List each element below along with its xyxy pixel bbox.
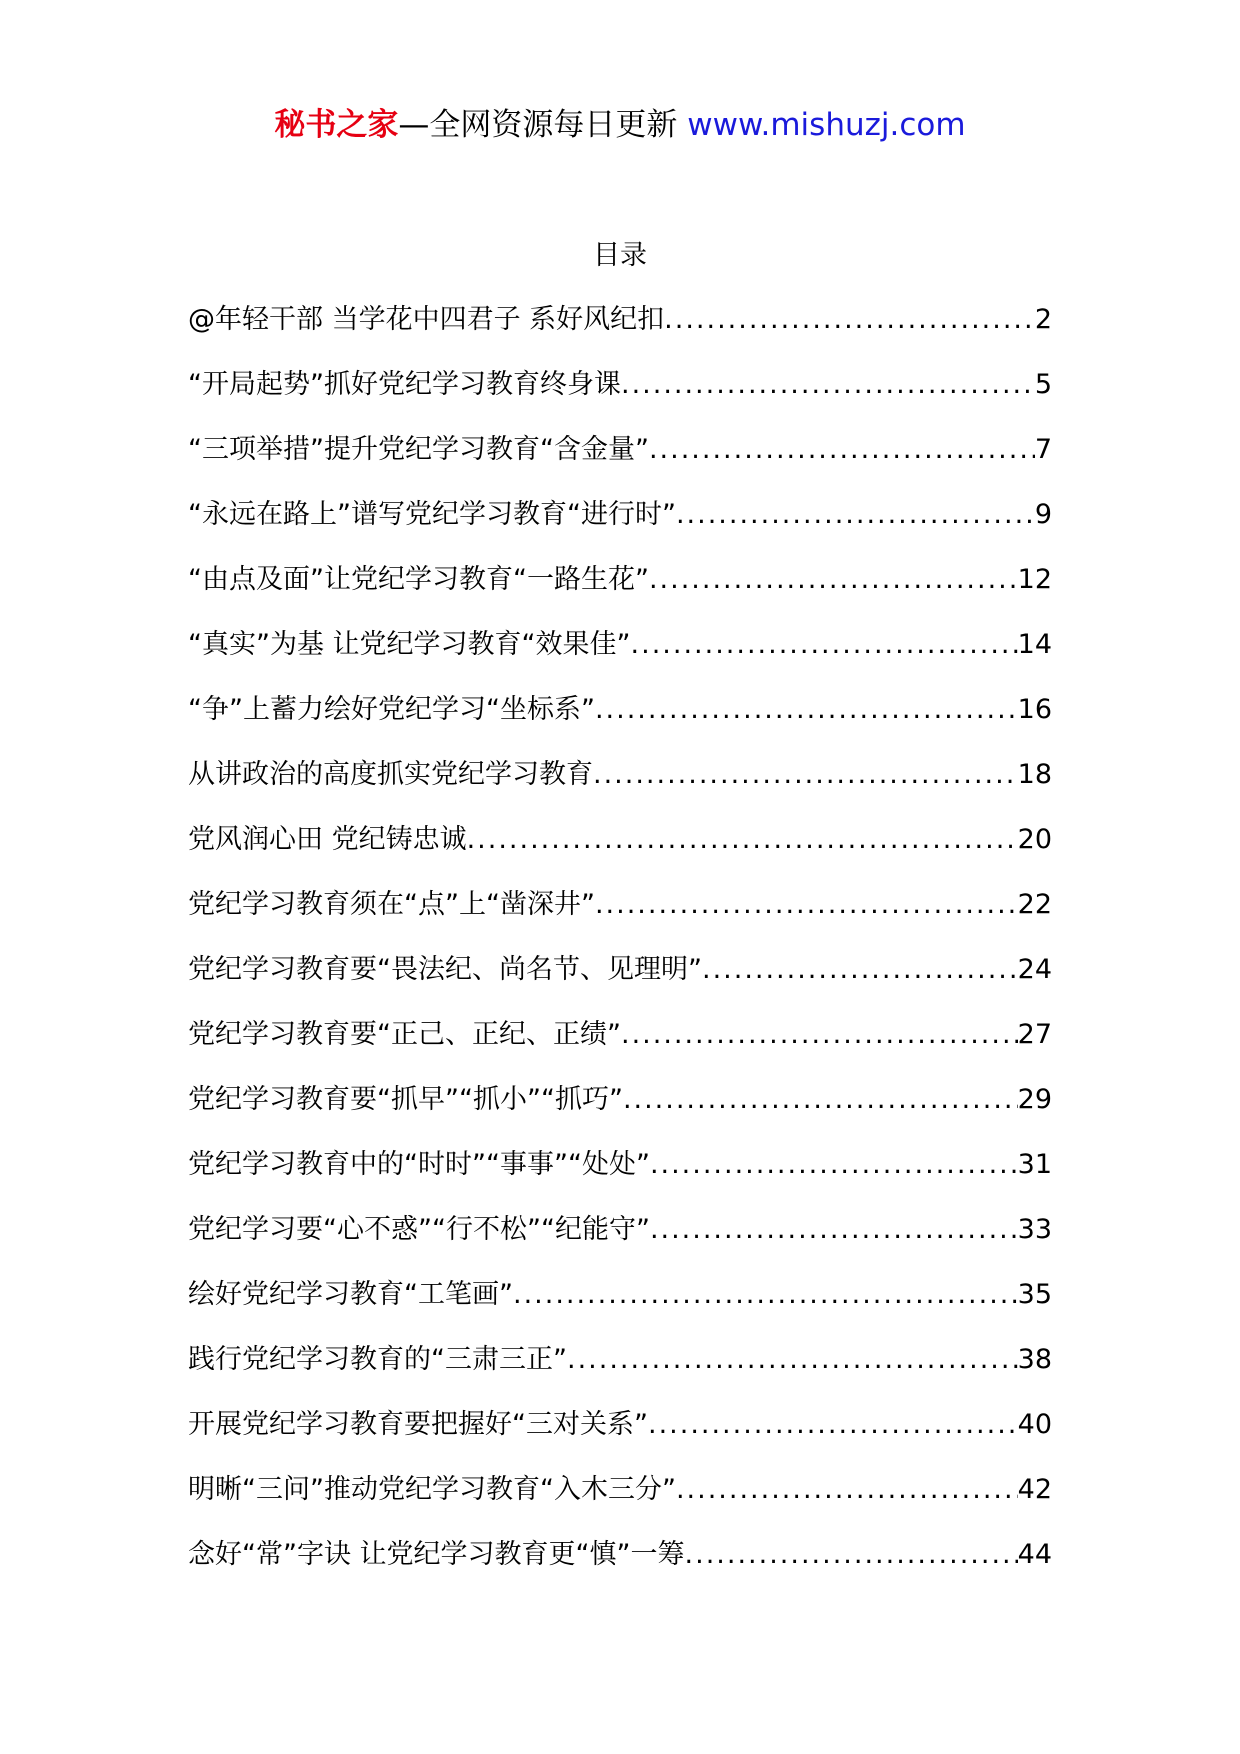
- toc-entry[interactable]: [188, 296, 1052, 361]
- toc-entry-title: 开展党纪学习教育要把握好“三对关系”: [188, 1409, 648, 1440]
- toc-entry-title: 绘好党纪学习教育“工笔画”: [188, 1279, 513, 1310]
- toc-entry-title: 党纪学习教育须在“点”上“凿深井”: [188, 889, 595, 920]
- toc-entry-title: “开局起势”抓好党纪学习教育终身课: [188, 369, 621, 400]
- toc-entry[interactable]: [188, 426, 1052, 491]
- toc-dot-leader: [648, 1401, 1018, 1449]
- toc-dot-leader: [702, 946, 1018, 994]
- toc-entry[interactable]: [188, 946, 1052, 1011]
- table-of-contents: [188, 296, 1052, 1596]
- toc-entry[interactable]: [188, 1076, 1052, 1141]
- toc-dot-leader: [676, 1466, 1018, 1514]
- toc-page-number: 33: [1017, 1214, 1052, 1245]
- toc-page-number: 35: [1017, 1279, 1052, 1310]
- toc-page-number: 31: [1017, 1149, 1052, 1180]
- toc-dot-leader: [595, 881, 1018, 929]
- toc-page-number: 16: [1017, 694, 1052, 725]
- toc-page-number: 27: [1017, 1019, 1052, 1050]
- toc-dot-leader: [649, 426, 1035, 474]
- site-tagline: —全网资源每日更新: [398, 107, 678, 143]
- toc-page-number: 12: [1017, 564, 1052, 595]
- toc-page-number: 7: [1034, 434, 1052, 465]
- toc-entry[interactable]: [188, 1401, 1052, 1466]
- toc-page-number: 22: [1017, 889, 1052, 920]
- toc-entry[interactable]: [188, 1271, 1052, 1336]
- toc-page-number: 18: [1017, 759, 1052, 790]
- site-url-link[interactable]: www.mishuzj.com: [687, 107, 966, 143]
- toc-entry[interactable]: [188, 1466, 1052, 1531]
- toc-entry-title: “永远在路上”谱写党纪学习教育“进行时”: [188, 499, 676, 530]
- toc-entry[interactable]: [188, 881, 1052, 946]
- toc-dot-leader: [621, 361, 1035, 409]
- toc-entry-title: @年轻干部 当学花中四君子 系好风纪扣: [188, 304, 665, 335]
- toc-entry-title: 践行党纪学习教育的“三肃三正”: [188, 1344, 567, 1375]
- toc-entry[interactable]: [188, 491, 1052, 556]
- toc-page-number: 24: [1017, 954, 1052, 985]
- toc-page-number: 40: [1017, 1409, 1052, 1440]
- toc-entry[interactable]: [188, 556, 1052, 621]
- toc-dot-leader: [621, 1011, 1018, 1059]
- toc-entry[interactable]: [188, 751, 1052, 816]
- toc-entry-title: 念好“常”字诀 让党纪学习教育更“慎”一筹: [188, 1539, 685, 1570]
- toc-page-number: 2: [1034, 304, 1052, 335]
- toc-entry-title: “真实”为基 让党纪学习教育“效果佳”: [188, 629, 631, 660]
- toc-entry[interactable]: [188, 621, 1052, 686]
- toc-entry[interactable]: [188, 361, 1052, 426]
- toc-dot-leader: [649, 556, 1018, 604]
- toc-entry-title: 从讲政治的高度抓实党纪学习教育: [188, 759, 593, 790]
- toc-entry-title: “由点及面”让党纪学习教育“一路生花”: [188, 564, 649, 595]
- toc-entry-title: 党纪学习教育要“正己、正纪、正绩”: [188, 1019, 621, 1050]
- toc-dot-leader: [513, 1271, 1018, 1319]
- site-brand: 秘书之家: [274, 107, 399, 143]
- toc-entry-title: “三项举措”提升党纪学习教育“含金量”: [188, 434, 649, 465]
- toc-dot-leader: [593, 751, 1018, 799]
- toc-entry-title: 明晰“三问”推动党纪学习教育“入木三分”: [188, 1474, 676, 1505]
- toc-page-number: 29: [1017, 1084, 1052, 1115]
- toc-page-number: 42: [1017, 1474, 1052, 1505]
- toc-entry[interactable]: [188, 1206, 1052, 1271]
- toc-entry-title: 党风润心田 党纪铸忠诚: [188, 824, 467, 855]
- page-header: [0, 100, 1240, 150]
- toc-dot-leader: [685, 1531, 1018, 1579]
- toc-entry[interactable]: [188, 686, 1052, 751]
- toc-entry[interactable]: [188, 1141, 1052, 1206]
- toc-dot-leader: [623, 1076, 1018, 1124]
- toc-entry[interactable]: [188, 1011, 1052, 1076]
- toc-entry[interactable]: [188, 1336, 1052, 1401]
- toc-dot-leader: [650, 1141, 1018, 1189]
- toc-page-number: 38: [1017, 1344, 1052, 1375]
- toc-page-number: 9: [1034, 499, 1052, 530]
- toc-page-number: 14: [1017, 629, 1052, 660]
- toc-dot-leader: [650, 1206, 1018, 1254]
- toc-dot-leader: [676, 491, 1035, 539]
- toc-dot-leader: [595, 686, 1018, 734]
- toc-entry[interactable]: [188, 816, 1052, 881]
- toc-entry-title: 党纪学习教育要“抓早”“抓小”“抓巧”: [188, 1084, 623, 1115]
- toc-page-number: 20: [1017, 824, 1052, 855]
- toc-dot-leader: [631, 621, 1018, 669]
- toc-page-number: 44: [1017, 1539, 1052, 1570]
- toc-entry-title: 党纪学习教育中的“时时”“事事”“处处”: [188, 1149, 650, 1180]
- toc-entry-title: 党纪学习教育要“畏法纪、尚名节、见理明”: [188, 954, 702, 985]
- toc-dot-leader: [467, 816, 1018, 864]
- toc-title: 目录: [593, 240, 647, 271]
- toc-entry-title: 党纪学习要“心不惑”“行不松”“纪能守”: [188, 1214, 650, 1245]
- toc-dot-leader: [664, 296, 1035, 344]
- toc-page-number: 5: [1034, 369, 1052, 400]
- toc-entry[interactable]: [188, 1531, 1052, 1596]
- toc-entry-title: “争”上蓄力绘好党纪学习“坐标系”: [188, 694, 595, 725]
- toc-dot-leader: [567, 1336, 1018, 1384]
